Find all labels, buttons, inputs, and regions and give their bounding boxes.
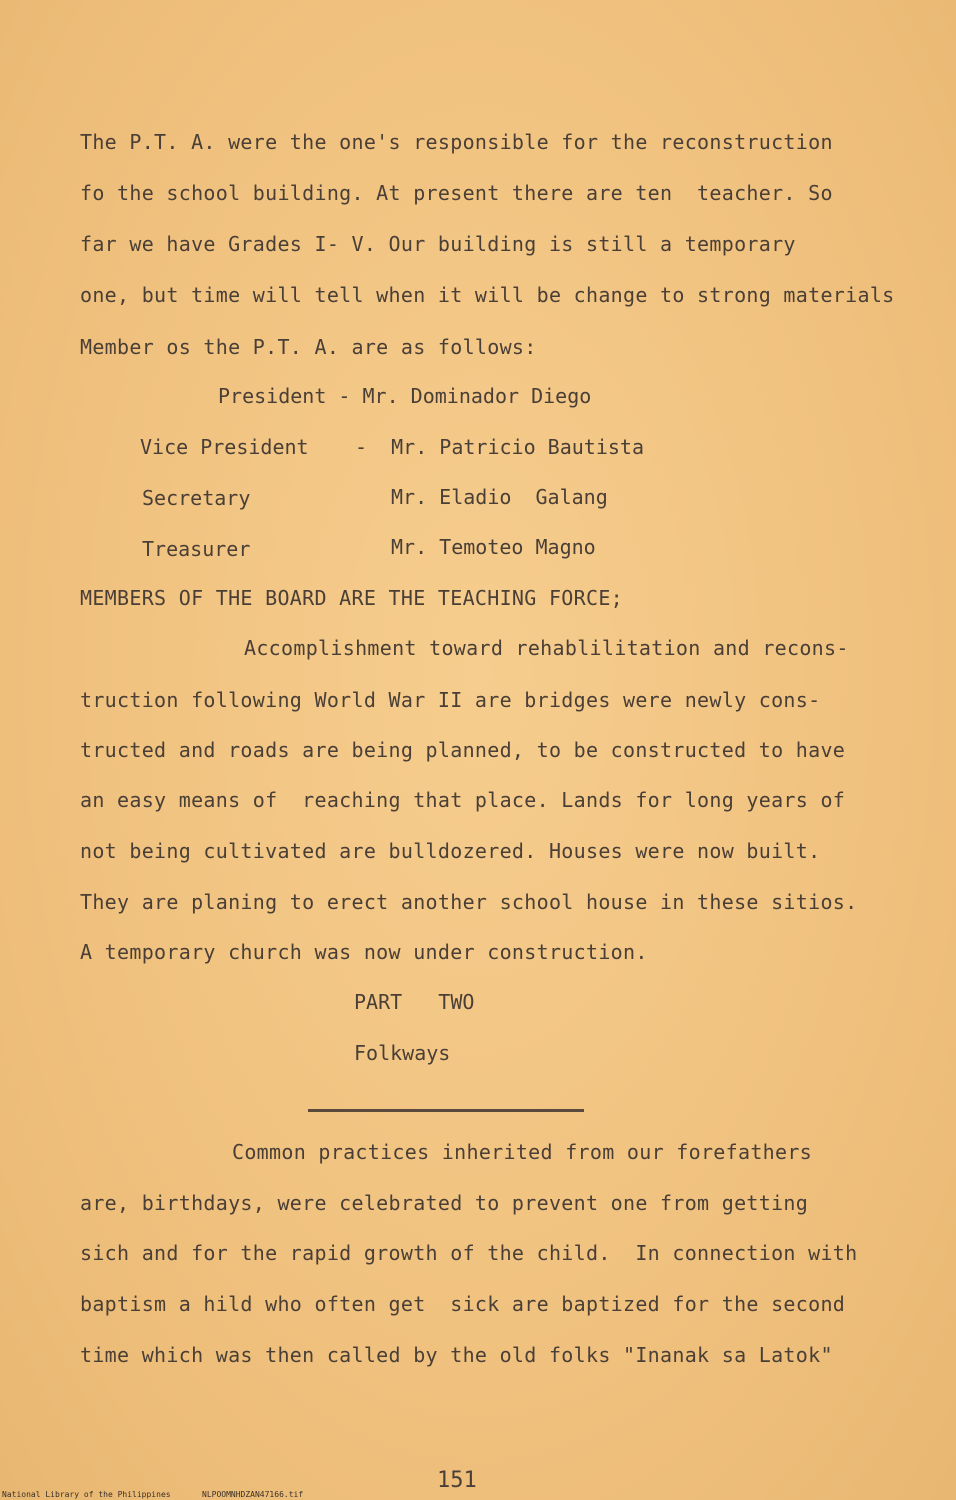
- rehab-line-5: not being cultivated are bulldozered. Houses were now built.: [80, 839, 821, 863]
- section-divider: [308, 1109, 584, 1112]
- page-number: 151: [437, 1468, 477, 1493]
- footer-filename: NLPOOMNHDZAN47166.tif: [202, 1490, 304, 1499]
- officer-secretary-name: Mr. Eladio Galang: [391, 485, 608, 509]
- folkways-line-1: Common practices inherited from our forefathers: [232, 1140, 813, 1164]
- pta-line-3: far we have Grades I- V. Our building is still a temporary: [80, 232, 796, 256]
- rehab-line-4: an easy means of reaching that place. Lands for long years of: [80, 788, 846, 812]
- pta-line-5: Member os the P.T. A. are as follows:: [80, 335, 537, 359]
- rehab-line-2: truction following World War II are bridges were newly cons-: [80, 688, 821, 712]
- part-subtitle: Folkways: [354, 1041, 451, 1065]
- pta-line-4: one, but time will tell when it will be change to strong materials: [80, 283, 895, 307]
- rehab-line-6: They are planing to erect another school house in these sitios.: [80, 890, 858, 914]
- folkways-line-3: sich and for the rapid growth of the child. In connection with: [80, 1241, 858, 1265]
- folkways-line-5: time which was then called by the old folks "Inanak sa Latok": [80, 1343, 833, 1367]
- footer-library: National Library of the Philippines: [2, 1490, 171, 1499]
- rehab-line-7: A temporary church was now under construction.: [80, 940, 648, 964]
- pta-line-1: The P.T. A. were the one's responsible for the reconstruction: [80, 130, 833, 154]
- officer-president: President - Mr. Dominador Diego: [218, 384, 592, 408]
- officer-vice-president-role: Vice President: [140, 435, 309, 459]
- officer-treasurer-role: Treasurer: [142, 537, 251, 561]
- rehab-line-1: Accomplishment toward rehablilitation and recons-: [244, 636, 849, 660]
- officer-treasurer-name: Mr. Temoteo Magno: [391, 535, 596, 559]
- folkways-line-2: are, birthdays, were celebrated to prevent one from getting: [80, 1191, 809, 1215]
- officer-vice-president-name: - Mr. Patricio Bautista: [355, 435, 644, 459]
- rehab-line-3: tructed and roads are being planned, to be constructed to have: [80, 738, 846, 762]
- officer-secretary-role: Secretary: [142, 486, 251, 510]
- board-members-line: MEMBERS OF THE BOARD ARE THE TEACHING FORCE;: [80, 586, 624, 610]
- folkways-line-4: baptism a hild who often get sick are baptized for the second: [80, 1292, 846, 1316]
- part-title: PART TWO: [354, 990, 475, 1014]
- pta-line-2: fo the school building. At present there are ten teacher. So: [80, 181, 833, 205]
